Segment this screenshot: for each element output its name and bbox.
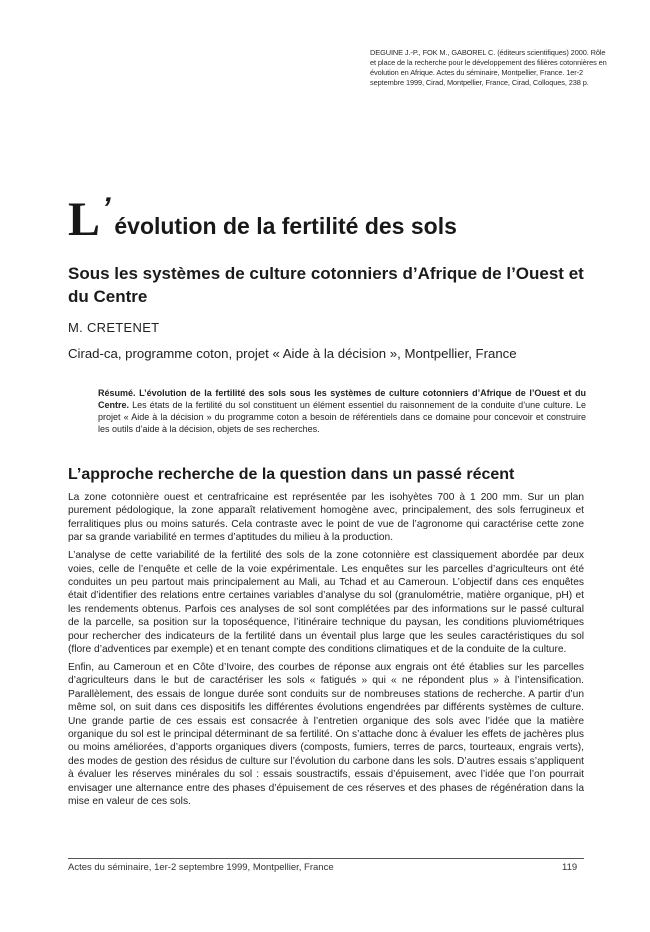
author-name: M. CRETENET — [68, 320, 160, 335]
body-paragraph: L’analyse de cette variabilité de la fertilité des sols de la zone cotonnière est classiquement abordée par deux voies, celle de l’enquête et celle de la voie expérimentale. Les enquêtes sur les parcelles d’agriculteurs ont été conduites un peu partout mais principalement au Mali, au Tchad et au Cameroun. L’objectif dans ces enquêtes était d’identifier des relations entre certaines variables d’analyse du sol (granulométrie, matière organique, pH) et les rendements obtenus. Parfois ces analyses de sol sont complétées par des informations sur le passé cultural de la parcelle, sa position sur la toposéquence, l’itinéraire technique du paysan, les conditions pluviométriques pour rechercher des indicateurs de la fertilité dans un éventail plus large que les seules caractéristiques du sol (flore d’adventices par exemple) et en tenant compte des conditions climatiques et de la conduite de la culture. — [68, 550, 584, 655]
body-text — [68, 491, 584, 813]
footer-rule — [68, 858, 584, 859]
section-heading: L’approche recherche de la question dans un passé récent — [68, 466, 515, 483]
footer-proceedings: Actes du séminaire, 1er-2 septembre 1999, Montpellier, France — [68, 862, 334, 873]
article-subtitle: Sous les systèmes de culture cotonniers d’Afrique de l’Ouest et du Centre — [68, 264, 584, 306]
citation-block: DEGUINE J.-P., FOK M., GABOREL C. (éditeurs scientifiques) 2000. Rôle et place de la recherche pour le développement des filières cotonnières en évolution en Afrique. Actes du séminaire, Montpellier, France. 1er-2 septembre 1999, Cirad, Montpellier, France, Cirad, Colloques, 238 p. — [370, 48, 607, 87]
title-text: évolution de la fertilité des sols — [114, 213, 457, 239]
body-paragraph: La zone cotonnière ouest et centrafricaine est représentée par les isohyètes 700 à 1 200 mm. Sur un plan purement pédologique, la zone apparaît relativement homogène avec, principalement, des sols ferrugineux et ferralitiques plus ou moins saturés. Cela contraste avec le point de vue de l’agronome qui caractérise cette zone par sa grande variabilité en termes d’aptitudes du milieu à la production. — [68, 492, 584, 544]
title-drop-cap: L — [68, 193, 101, 246]
page-number: 119 — [562, 862, 578, 873]
abstract — [98, 387, 586, 435]
article-title — [68, 192, 457, 246]
author-affiliation: Cirad-ca, programme coton, projet « Aide à la décision », Montpellier, France — [68, 346, 517, 361]
abstract-text: Les états de la fertilité du sol constituent un élément essentiel du raisonnement de la conduite d’une culture. Le projet « Aide à la décision » du programme coton a besoin de référentiels dans ce domaine pour concevoir et construire les outils d’aide à la décision, objets de ses recherches. — [98, 400, 586, 434]
abstract-lead: Résumé. L’évolution de la fertilité des sols sous les systèmes de culture cotonniers d’Afrique de l’Ouest et du Centre. — [98, 388, 586, 410]
title-apostrophe: ’ — [98, 192, 114, 225]
body-paragraph: Enfin, au Cameroun et en Côte d’Ivoire, des courbes de réponse aux engrais ont été établies sur les parcelles d’agriculteurs dans le but de caractériser les sols « fatigués » qui « ne répondent plus » à l’intensification. Parallèlement, des essais de longue durée sont conduits sur de nombreuses stations de recherche. A partir d’un même sol, on suit dans ces dispositifs les différentes évolutions engendrées par différents systèmes de culture. Une grande partie de ces essais est consacrée à l’entretien organique des sols avec l’idée que la matière organique du sol est le principal déterminant de sa fertilité. On s’attache donc à évaluer les effets de jachères plus ou moins améliorées, d’apports organiques divers (composts, fumiers, terres de parcs, tourteaux, engrais verts), des modes de gestion des résidus de culture sur l’évolution du carbone dans les sols. D’autres essais s’appliquent à évaluer les réserves minérales du sol : essais soustractifs, essais d’épuisement, avec l’idée que l’on pourrait envisager une alternance entre des phases d’épuisement de ces réserves et des phases de régénération dans la mise en valeur de ces sols. — [68, 661, 584, 807]
